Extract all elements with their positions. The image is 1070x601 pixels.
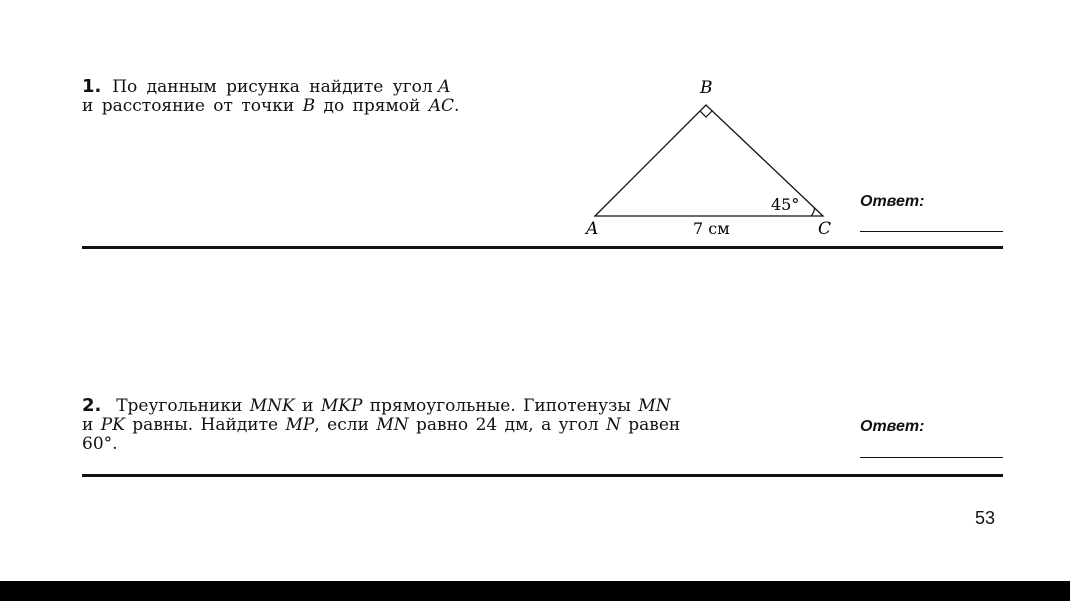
var-mnk: MNK <box>249 396 295 416</box>
label-c: C <box>818 219 832 239</box>
problem-2-text-part: и <box>302 396 314 416</box>
problem-2-text-part: Треугольники <box>116 396 243 416</box>
problem-1-text-part: . <box>454 96 460 116</box>
label-a: A <box>586 219 599 239</box>
problem-1-text <box>82 77 552 116</box>
var-a: A <box>438 77 451 97</box>
page-number: 53 <box>975 508 996 528</box>
answer-label-2: Ответ: <box>860 418 925 435</box>
problem-2-text <box>82 396 834 454</box>
var-mn: MN <box>638 396 671 416</box>
var-ac: AC <box>428 96 455 116</box>
problem-2-line-3 <box>82 435 834 454</box>
problem-2-text-part: прямоугольные. Гипотенузы <box>369 396 631 416</box>
problem-2-text-part: равны. Найдите <box>132 415 279 435</box>
problem-2-text-part: равно 24 дм, а угол <box>416 415 599 435</box>
problem-1-line-1 <box>82 77 552 97</box>
divider-1 <box>82 246 1003 249</box>
var-n: N <box>606 415 621 435</box>
problem-2-text-part: равен <box>628 415 681 435</box>
var-pk: PK <box>100 415 125 435</box>
answer-label-1: Ответ: <box>860 193 925 210</box>
problem-2-line-2 <box>82 416 834 435</box>
angle-c-label: 45° <box>771 195 800 214</box>
problem-2-text-part: и <box>82 415 94 435</box>
var-mn: MN <box>376 415 409 435</box>
var-mkp: MKP <box>320 396 363 416</box>
right-angle-mark <box>700 111 712 117</box>
problem-1-text-part: и расстояние от точки <box>82 96 295 116</box>
answer-line-1[interactable] <box>860 231 1003 232</box>
problem-2-number: 2. <box>82 395 102 416</box>
var-mp: MP <box>285 415 315 435</box>
answer-line-2[interactable] <box>860 457 1003 458</box>
angle-arc-c <box>811 208 815 217</box>
problem-1-line-2 <box>82 97 552 116</box>
footer-bar <box>0 581 1070 601</box>
triangle-figure <box>560 70 850 240</box>
label-b: B <box>700 78 713 98</box>
side-ac-label: 7 см <box>693 219 730 238</box>
var-b: B <box>302 96 316 116</box>
problem-1-text-part: По данным рисунка найдите угол <box>112 77 433 97</box>
problem-2-text-part: , если <box>314 415 369 435</box>
problem-1-text-part: до прямой <box>323 96 421 116</box>
divider-2 <box>82 474 1003 477</box>
problem-2-text-part: 60°. <box>82 434 118 454</box>
problem-2-line-1 <box>82 396 834 416</box>
problem-1-number: 1. <box>82 76 102 97</box>
